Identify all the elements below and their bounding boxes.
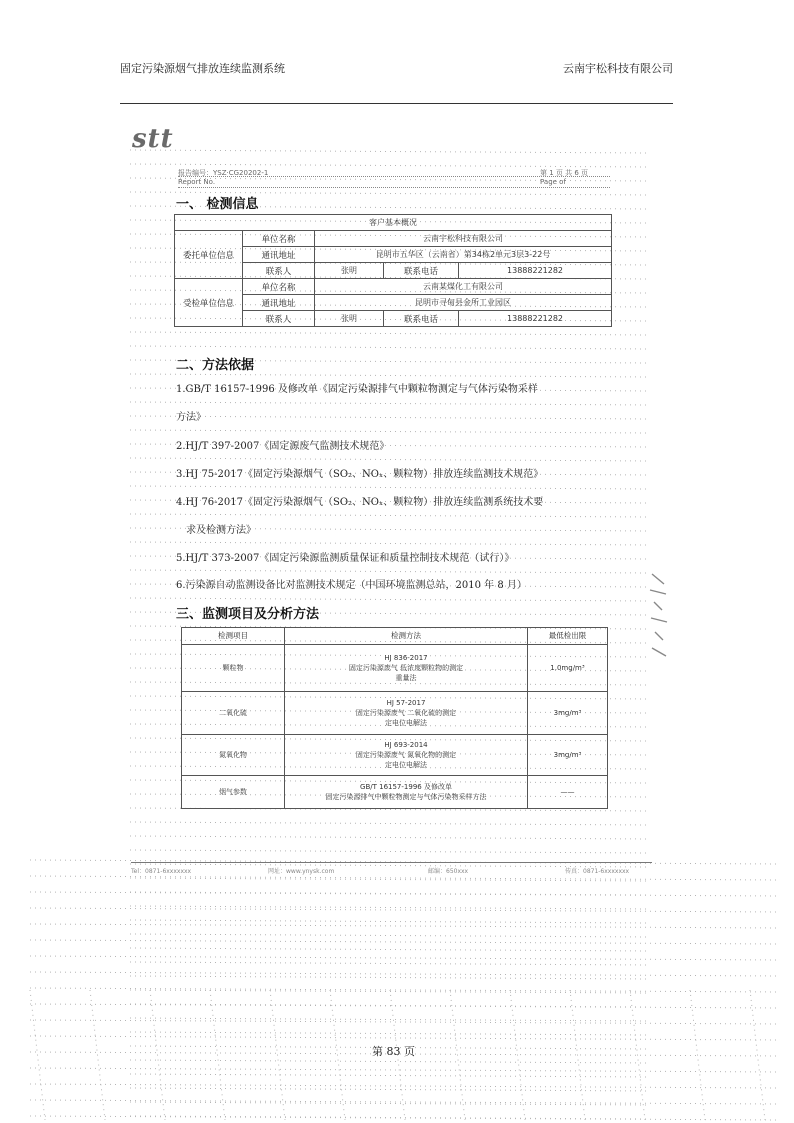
method-cell: HJ 693-2014 固定污染源废气 氮氧化物的测定 定电位电解法 <box>285 735 528 776</box>
page-count-en: Page of <box>540 178 566 186</box>
reference-item-1-cont: 方法》 <box>176 412 206 423</box>
item-cell: 颗粒物 <box>182 645 285 692</box>
reference-item-2: 2.HJ/T 397-2007《固定源废气监测技术规范》 <box>176 441 390 452</box>
tested-address-value: 昆明市寻甸县金所工业园区 <box>315 295 612 311</box>
company-logo: stt <box>132 124 174 154</box>
table-title: 客户基本概况 <box>175 215 612 231</box>
header-company: 云南宇松科技有限公司 <box>563 62 673 75</box>
meta-divider-2 <box>178 187 610 188</box>
client-group-label: 委托单位信息 <box>175 231 243 279</box>
report-number-en: Report No. <box>178 178 216 186</box>
method-cell: GB/T 16157-1996 及修改单 固定污染源排气中颗粒物测定与气体污染物采样方法 <box>285 776 528 809</box>
limit-cell: —— <box>528 776 608 809</box>
header-limit: 最低检出限 <box>528 628 608 645</box>
meta-divider <box>178 176 610 177</box>
tested-address-label: 通讯地址 <box>243 295 315 311</box>
client-contact-name: 张明 <box>315 263 384 279</box>
tested-name-label: 单位名称 <box>243 279 315 295</box>
client-info-table <box>174 214 612 327</box>
client-phone-label: 联系电话 <box>384 263 459 279</box>
tested-phone-value: 13888221282 <box>459 311 612 327</box>
client-name-value: 云南宇松科技有限公司 <box>315 231 612 247</box>
section-2-title: 二、方法依据 <box>176 358 255 373</box>
client-contact-label: 联系人 <box>243 263 315 279</box>
header-method: 检测方法 <box>285 628 528 645</box>
table-row <box>182 776 608 809</box>
reference-item-4-cont: 求及检测方法》 <box>186 525 256 536</box>
reference-item-1: 1.GB/T 16157-1996 及修改单《固定污染源排气中颗粒物测定与气体污染物采样 <box>176 384 538 395</box>
client-phone-value: 13888221282 <box>459 263 612 279</box>
section-3-title: 三、监测项目及分析方法 <box>176 607 320 622</box>
item-cell: 氮氧化物 <box>182 735 285 776</box>
footer-tel: Tel：0871-6xxxxxxx <box>131 868 192 875</box>
footer-website: 网址：www.ynysk.com <box>268 868 335 875</box>
client-address-value: 昆明市五华区（云南省）第34栋2单元3层3-22号 <box>315 247 612 263</box>
report-number: 报告编号：YSZ·CG20202-1 <box>178 169 269 177</box>
seal-stamp-icon <box>646 570 672 660</box>
method-cell: HJ 57-2017 固定污染源废气 二氧化硫的测定 定电位电解法 <box>285 692 528 735</box>
limit-cell: 3mg/m³ <box>528 692 608 735</box>
method-cell: HJ 836-2017 固定污染源废气 低浓度颗粒物的测定 重量法 <box>285 645 528 692</box>
table-row <box>182 645 608 692</box>
methods-table <box>181 627 608 809</box>
section-1-title: 一、 检测信息 <box>176 197 259 212</box>
limit-cell: 3mg/m³ <box>528 735 608 776</box>
reference-item-5: 5.HJ/T 373-2007《固定污染源监测质量保证和质量控制技术规范（试行）》 <box>176 553 515 564</box>
tested-name-value: 云南某煤化工有限公司 <box>315 279 612 295</box>
tested-phone-label: 联系电话 <box>384 311 459 327</box>
reference-item-4: 4.HJ 76-2017《固定污染源烟气（SO₂、NOₓ、颗粒物）排放连续监测系统技术要 <box>176 497 544 508</box>
tested-group-label: 受检单位信息 <box>175 279 243 327</box>
tested-contact-label: 联系人 <box>243 311 315 327</box>
header-item: 检测项目 <box>182 628 285 645</box>
item-cell: 烟气参数 <box>182 776 285 809</box>
footer-postcode: 邮编：650xxx <box>428 868 469 875</box>
table-row <box>182 735 608 776</box>
limit-cell: 1.0mg/m³ <box>528 645 608 692</box>
item-cell: 二氧化硫 <box>182 692 285 735</box>
footer-fax: 传真：0871-6xxxxxxx <box>565 868 630 875</box>
client-address-label: 通讯地址 <box>243 247 315 263</box>
reference-item-3: 3.HJ 75-2017《固定污染源烟气（SO₂、NOₓ、颗粒物）排放连续监测技术规范》 <box>176 469 544 480</box>
client-name-label: 单位名称 <box>243 231 315 247</box>
header-divider <box>120 103 673 104</box>
header-title: 固定污染源烟气排放连续监测系统 <box>120 62 285 75</box>
tested-contact-name: 张明 <box>315 311 384 327</box>
footer-divider <box>131 862 652 863</box>
page-count: 第 1 页 共 6 页 <box>540 169 589 177</box>
table-row <box>182 692 608 735</box>
page-number: 第 83 页 <box>372 1045 415 1058</box>
reference-item-6: 6.污染源自动监测设备比对监测技术规定（中国环境监测总站，2010 年 8 月） <box>176 580 527 591</box>
